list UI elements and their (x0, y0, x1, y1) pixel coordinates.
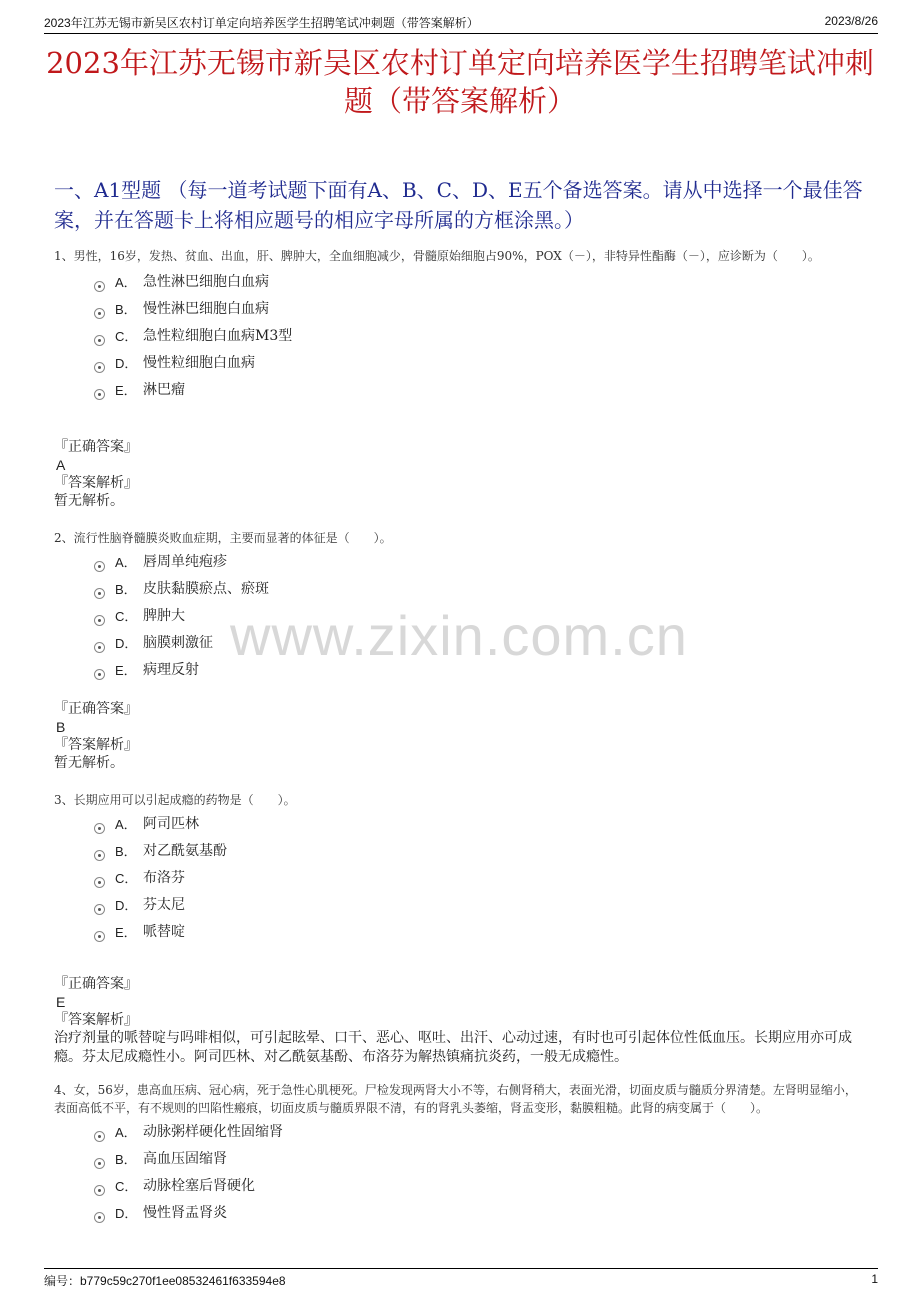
radio-icon[interactable] (94, 642, 105, 653)
answer-block-3 (54, 975, 865, 1067)
answer-block-2 (54, 700, 865, 773)
page-footer (44, 1268, 878, 1289)
option-b[interactable]: B． 对乙酰氨基酚 (54, 840, 865, 867)
radio-icon[interactable] (94, 877, 105, 888)
page-header (44, 13, 878, 34)
header-date: 2023/8/26 (824, 14, 878, 28)
radio-icon[interactable] (94, 362, 105, 373)
radio-icon[interactable] (94, 1158, 105, 1169)
radio-icon[interactable] (94, 850, 105, 861)
analysis-label: 『答案解析』 (54, 1012, 138, 1028)
radio-icon[interactable] (94, 389, 105, 400)
option-b[interactable]: B． 慢性淋巴细胞白血病 (54, 298, 865, 325)
question-text: 1、男性，16岁，发热、贫血、出血，肝、脾肿大，全血细胞减少，骨髓原始细胞占90%，POX（－），非特异性酯酶（－），应诊断为（ ）。 (54, 249, 820, 263)
option-a[interactable]: A． 唇周单纯疱疹 (54, 551, 865, 578)
option-b[interactable]: B． 皮肤黏膜瘀点、瘀斑 (54, 578, 865, 605)
radio-icon[interactable] (94, 588, 105, 599)
radio-icon[interactable] (94, 615, 105, 626)
radio-icon[interactable] (94, 1185, 105, 1196)
radio-icon[interactable] (94, 308, 105, 319)
option-c[interactable]: C． 急性粒细胞白血病M3型 (54, 325, 865, 352)
correct-answer-label: 『正确答案』 (54, 976, 138, 992)
option-c[interactable]: C． 脾肿大 (54, 605, 865, 632)
radio-icon[interactable] (94, 931, 105, 942)
option-c[interactable]: C． 动脉栓塞后肾硬化 (54, 1175, 865, 1202)
correct-answer: B (56, 719, 66, 735)
correct-answer-label: 『正确答案』 (54, 439, 138, 455)
options-list (54, 813, 865, 948)
options-list (54, 1121, 865, 1229)
analysis-text: 暂无解析。 (54, 493, 124, 509)
question-3 (54, 791, 865, 948)
option-e[interactable]: E． 淋巴瘤 (54, 379, 865, 406)
watermark: www.zixin.com.cn (230, 604, 688, 667)
answer-block-1 (54, 438, 865, 511)
option-d[interactable]: D． 慢性粒细胞白血病 (54, 352, 865, 379)
question-4 (54, 1081, 865, 1229)
radio-icon[interactable] (94, 904, 105, 915)
option-b[interactable]: B． 高血压固缩肾 (54, 1148, 865, 1175)
radio-icon[interactable] (94, 1131, 105, 1142)
options-list (54, 271, 865, 406)
question-1 (54, 247, 865, 406)
analysis-text: 暂无解析。 (54, 755, 124, 771)
document-code: 编号：b779c59c270f1ee08532461f633594e8 (44, 1274, 286, 1288)
radio-icon[interactable] (94, 1212, 105, 1223)
option-a[interactable]: A． 动脉粥样硬化性固缩肾 (54, 1121, 865, 1148)
question-2 (54, 529, 865, 686)
option-d[interactable]: D． 芬太尼 (54, 894, 865, 921)
option-e[interactable]: E． 哌替啶 (54, 921, 865, 948)
question-text: 3、长期应用可以引起成瘾的药物是（ ）。 (54, 793, 296, 807)
correct-answer-label: 『正确答案』 (54, 701, 138, 717)
option-d[interactable]: D． 脑膜刺激征 (54, 632, 865, 659)
header-doc-title: 2023年江苏无锡市新吴区农村订单定向培养医学生招聘笔试冲刺题（带答案解析） (44, 16, 479, 30)
document-title: 2023年江苏无锡市新吴区农村订单定向培养医学生招聘笔试冲刺题（带答案解析） (46, 46, 874, 118)
option-e[interactable]: E． 病理反射 (54, 659, 865, 686)
radio-icon[interactable] (94, 335, 105, 346)
section-heading: 一、A1型题 （每一道考试题下面有A、B、C、D、E五个备选答案。请从中选择一个最佳答案，并在答题卡上将相应题号的相应字母所属的方框涂黑。） (54, 178, 863, 232)
analysis-text: 治疗剂量的哌替啶与吗啡相似，可引起眩晕、口干、恶心、呕吐、出汗、心动过速，有时也可引起体位性低血压。长期应用亦可成瘾。芬太尼成瘾性小。阿司匹林、对乙酰氨基酚、布洛芬为解热镇痛抗炎药，一般无成瘾性。 (54, 1030, 852, 1065)
option-a[interactable]: A． 急性淋巴细胞白血病 (54, 271, 865, 298)
radio-icon[interactable] (94, 669, 105, 680)
question-text: 2、流行性脑脊髓膜炎败血症期，主要而显著的体征是（ ）。 (54, 531, 392, 545)
correct-answer: A (56, 457, 66, 473)
analysis-label: 『答案解析』 (54, 737, 138, 753)
option-c[interactable]: C． 布洛芬 (54, 867, 865, 894)
option-d[interactable]: D． 慢性肾盂肾炎 (54, 1202, 865, 1229)
correct-answer: E (56, 994, 66, 1010)
analysis-label: 『答案解析』 (54, 475, 138, 491)
option-a[interactable]: A． 阿司匹林 (54, 813, 865, 840)
radio-icon[interactable] (94, 281, 105, 292)
page-number: 1 (871, 1272, 878, 1286)
radio-icon[interactable] (94, 561, 105, 572)
options-list (54, 551, 865, 686)
question-text: 4、女，56岁，患高血压病、冠心病，死于急性心肌梗死。尸检发现两肾大小不等，右侧肾稍大，表面光滑，切面皮质与髓质分界清楚。左肾明显缩小，表面高低不平，有不规则的凹陷性瘢痕，切面皮质与髓质界限不清，有的肾乳头萎缩，肾盂变形，黏膜粗糙。此肾的病变属于（ ）。 (54, 1083, 857, 1115)
radio-icon[interactable] (94, 823, 105, 834)
